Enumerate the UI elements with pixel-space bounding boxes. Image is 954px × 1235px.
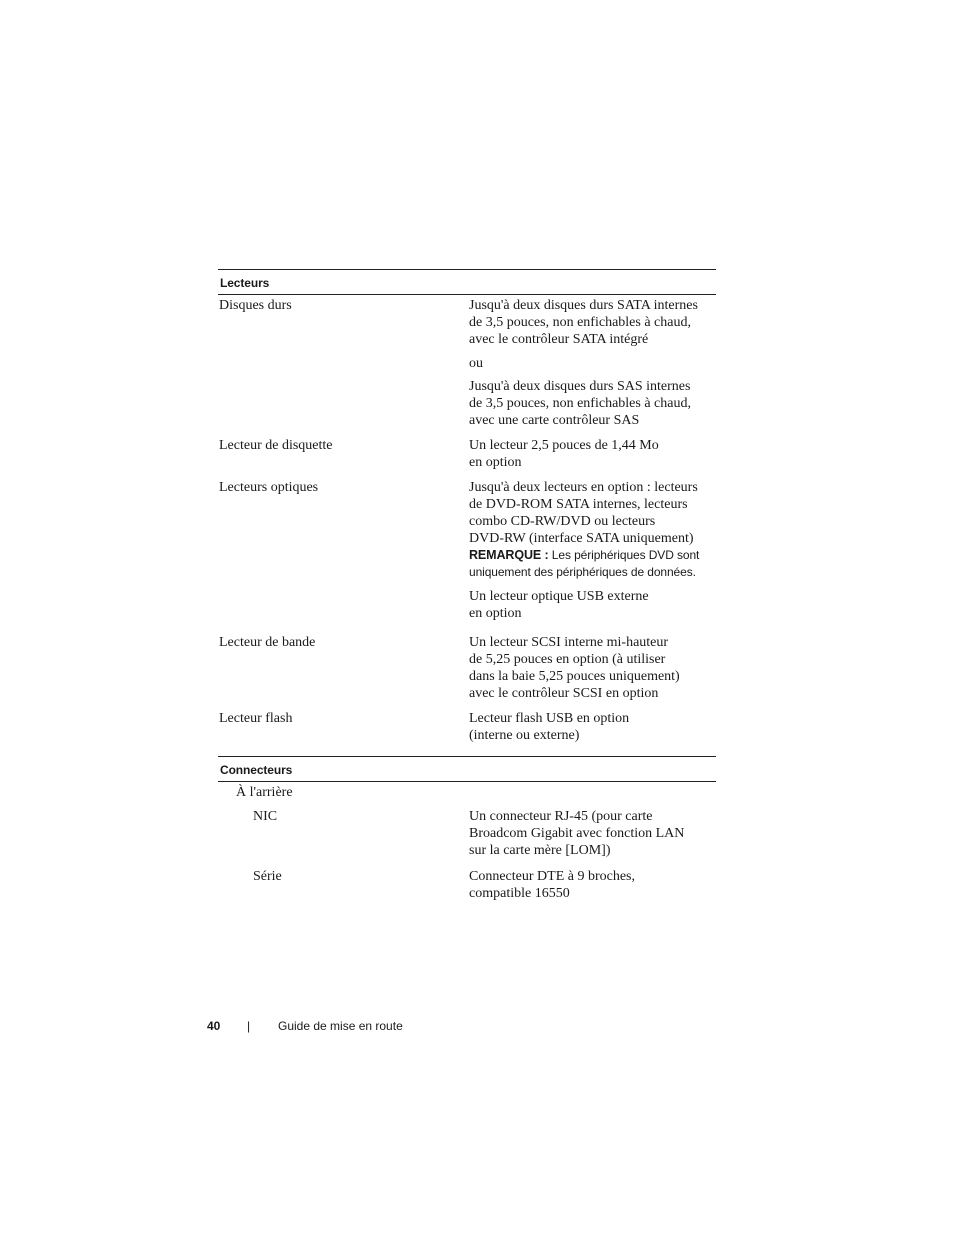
value-line: de 5,25 pouces en option (à utiliser	[469, 652, 666, 667]
spec-value-nic	[469, 808, 729, 859]
value-line: dans la baie 5,25 pouces uniquement)	[469, 669, 680, 684]
spec-label-optical: Lecteurs optiques	[219, 480, 319, 495]
spec-label-flash: Lecteur flash	[219, 711, 293, 726]
value-or: ou	[469, 356, 483, 371]
page-number: 40	[207, 1019, 221, 1033]
section-header-connectors	[218, 756, 716, 782]
value-line: Broadcom Gigabit avec fonction LAN	[469, 826, 685, 841]
value-line: avec le contrôleur SATA intégré	[469, 332, 649, 347]
subsection-label-rear: À l'arrière	[236, 785, 293, 800]
value-line: combo CD-RW/DVD ou lecteurs	[469, 514, 656, 529]
value-line: Jusqu'à deux disques durs SAS internes	[469, 379, 691, 394]
value-line: DVD-RW (interface SATA uniquement)	[469, 531, 694, 546]
value-line: Jusqu'à deux lecteurs en option : lecteurs	[469, 480, 698, 495]
spec-label-nic: NIC	[253, 809, 278, 824]
footer-doc-title: Guide de mise en route	[278, 1019, 403, 1033]
value-line: en option	[469, 455, 522, 470]
value-line: Un lecteur SCSI interne mi-hauteur	[469, 635, 669, 650]
note-text-line2: uniquement des périphériques de données.	[469, 565, 696, 579]
section-title-connectors: Connecteurs	[220, 763, 293, 777]
spec-label-hard-disks: Disques durs	[219, 298, 292, 313]
value-line: compatible 16550	[469, 886, 570, 901]
value-line: de 3,5 pouces, non enfichables à chaud,	[469, 315, 691, 330]
note-text: Les périphériques DVD sont	[548, 548, 700, 562]
value-line: Lecteur flash USB en option	[469, 711, 630, 726]
value-line: de 3,5 pouces, non enfichables à chaud,	[469, 396, 691, 411]
value-line: Un lecteur 2,5 pouces de 1,44 Mo	[469, 438, 659, 453]
spec-label-tape: Lecteur de bande	[219, 635, 316, 650]
note-remark	[469, 547, 729, 564]
value-line: (interne ou externe)	[469, 728, 580, 743]
spec-value-flash	[469, 710, 729, 744]
value-line: en option	[469, 606, 522, 621]
spec-label-serial: Série	[253, 869, 282, 884]
value-line: Connecteur DTE à 9 broches,	[469, 869, 635, 884]
value-line: avec le contrôleur SCSI en option	[469, 686, 659, 701]
spec-value-hard-disks	[469, 297, 729, 429]
value-line: Un lecteur optique USB externe	[469, 589, 649, 604]
spec-value-floppy	[469, 437, 729, 471]
section-title-drives: Lecteurs	[220, 276, 270, 290]
spec-value-optical	[469, 479, 729, 622]
value-line: de DVD-ROM SATA internes, lecteurs	[469, 497, 688, 512]
footer-separator: |	[247, 1019, 251, 1033]
value-line: Jusqu'à deux disques durs SATA internes	[469, 298, 698, 313]
value-line: sur la carte mère [LOM])	[469, 843, 611, 858]
section-header-drives	[218, 269, 716, 295]
spec-value-serial	[469, 868, 729, 902]
value-line: Un connecteur RJ-45 (pour carte	[469, 809, 653, 824]
spec-label-floppy: Lecteur de disquette	[219, 438, 333, 453]
value-line: avec une carte contrôleur SAS	[469, 413, 640, 428]
spec-value-tape	[469, 634, 729, 702]
note-label: REMARQUE :	[469, 548, 549, 562]
